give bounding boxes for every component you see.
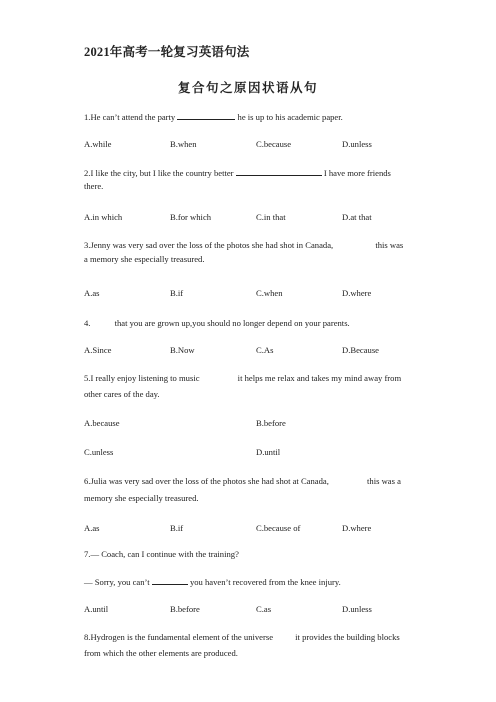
option-d: D.unless xyxy=(342,604,372,614)
option-d: D.until xyxy=(256,447,281,457)
option-a: A.as xyxy=(84,288,100,298)
question-2-continuation: there. xyxy=(84,181,104,191)
option-d: D.where xyxy=(342,288,372,298)
option-a: A.while xyxy=(84,139,112,149)
question-5-stem: 5.I really enjoy listening to music it helps me relax and takes my mind away from xyxy=(84,373,402,383)
question-5-continuation: other cares of the day. xyxy=(84,389,160,399)
option-d: D.where xyxy=(342,523,372,533)
option-b: B.if xyxy=(170,288,184,298)
option-a: A.as xyxy=(84,523,100,533)
option-a: A.because xyxy=(84,418,120,428)
document-subtitle: 复合句之原因状语从句 xyxy=(177,81,318,95)
question-8-stem: 8.Hydrogen is the fundamental element of the universe it provides the building blocks xyxy=(84,632,400,642)
document-title: 2021年高考一轮复习英语句法 xyxy=(84,45,250,59)
option-d: D.at that xyxy=(342,212,372,222)
option-b: B.if xyxy=(170,523,184,533)
option-d: D.Because xyxy=(342,345,379,355)
option-a: A.until xyxy=(84,604,109,614)
answer-blank xyxy=(177,111,235,120)
option-b: B.for which xyxy=(170,212,212,222)
option-d: D.unless xyxy=(342,139,372,149)
answer-blank xyxy=(152,576,188,585)
option-c: C.when xyxy=(256,288,283,298)
option-b: B.before xyxy=(170,604,200,614)
option-c: C.unless xyxy=(84,447,114,457)
question-3-stem: 3.Jenny was very sad over the loss of the photos she had shot in Canada, this was xyxy=(84,240,404,250)
question-8-continuation: from which the other elements are produced. xyxy=(84,648,238,658)
question-2-stem: 2.I like the city, but I like the country better I have more friends xyxy=(84,168,391,178)
option-b: B.before xyxy=(256,418,286,428)
question-6-stem: 6.Julia was very sad over the loss of the photos she had shot at Canada, this was a xyxy=(84,476,401,486)
option-c: C.because of xyxy=(256,523,301,533)
option-c: C.because xyxy=(256,139,292,149)
option-a: A.in which xyxy=(84,212,123,222)
option-b: B.when xyxy=(170,139,197,149)
question-7-response: — Sorry, you can’t you haven’t recovered from the knee injury. xyxy=(84,577,341,587)
option-a: A.Since xyxy=(84,345,112,355)
question-3-continuation: a memory she especially treasured. xyxy=(84,254,205,264)
option-c: C.in that xyxy=(256,212,286,222)
option-c: C.As xyxy=(256,345,274,355)
option-b: B.Now xyxy=(170,345,195,355)
answer-blank xyxy=(236,167,322,176)
question-7-stem: 7.— Coach, can I continue with the training? xyxy=(84,549,239,559)
option-c: C.as xyxy=(256,604,272,614)
question-4-stem: 4. that you are grown up,you should no longer depend on your parents. xyxy=(84,318,350,328)
question-1-stem: 1.He can’t attend the party he is up to his academic paper. xyxy=(84,112,343,122)
question-6-continuation: memory she especially treasured. xyxy=(84,493,199,503)
